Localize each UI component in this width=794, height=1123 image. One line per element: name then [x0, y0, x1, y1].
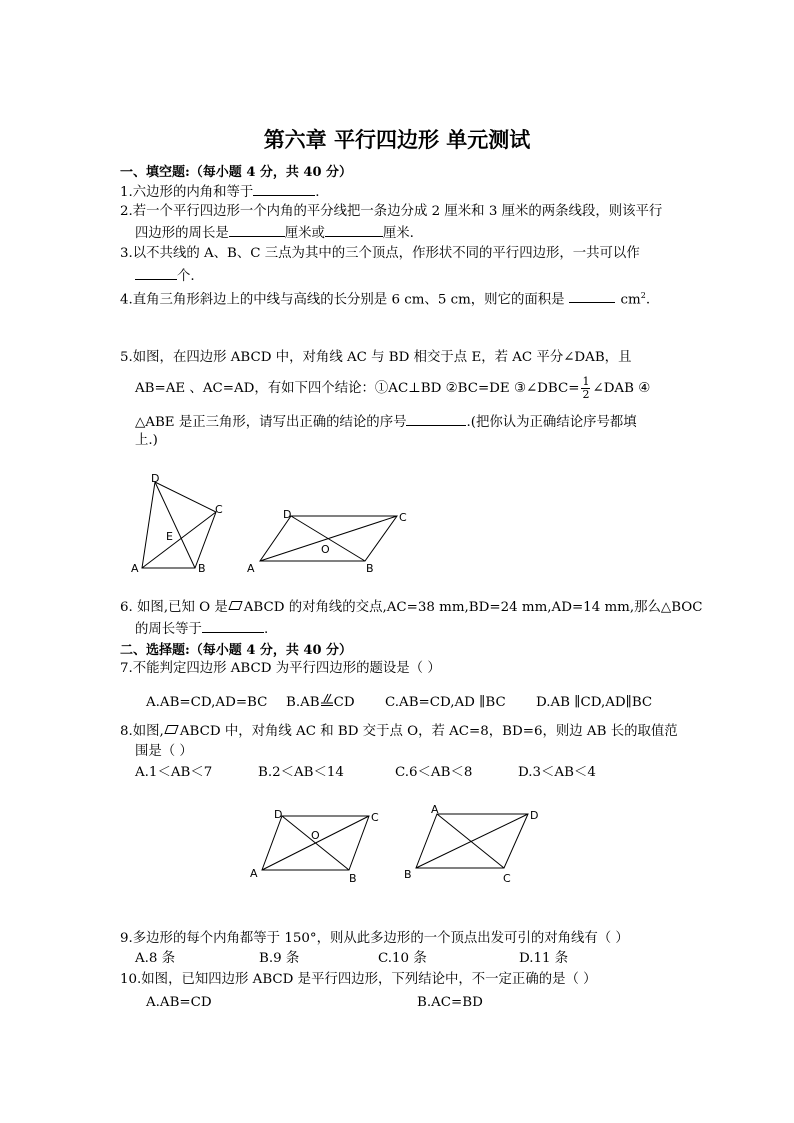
- question-8-line-2: 围是（ ）: [135, 744, 193, 759]
- figure-quadrilateral-abcd: [125, 468, 235, 578]
- question-9-option-d: D.11 条: [519, 951, 569, 966]
- question-2-line-2: [135, 222, 414, 244]
- question-9-option-a: A.8 条: [135, 951, 176, 966]
- answer-blank: [135, 265, 177, 280]
- vertex-label-c: C: [399, 511, 407, 524]
- figure-parallelogram-abcd-q8: [245, 802, 385, 884]
- question-3-line-2: [135, 265, 195, 287]
- question-2-line-1: 2.若一个平行四边形一个内角的平分线把一条边分成 2 厘米和 3 厘米的两条线段，则该平行: [120, 204, 663, 219]
- question-5-text-cont: .(把你认为正确结论序号都填: [466, 415, 637, 430]
- figure-parallelogram-abcd: [243, 502, 413, 578]
- question-8-option-c: C.6＜AB＜8: [395, 765, 473, 780]
- section-fill-in-header: 一、填空题:（每小题 4 分，共 40 分）: [120, 165, 353, 180]
- question-1-end: .: [315, 185, 320, 200]
- question-2-text-mid: 厘米或: [284, 226, 325, 241]
- question-4: [120, 286, 650, 310]
- answer-blank: [253, 181, 315, 196]
- question-9-option-b: B.9 条: [259, 951, 300, 966]
- question-4-unit: cm: [620, 292, 641, 308]
- question-4-unit-superscript: 2: [640, 291, 646, 300]
- parallel-and-equal-icon: [320, 695, 334, 707]
- question-4-text: 4.直角三角形斜边上的中线与高线的长分别是 6 cm、5 cm，则它的面积是: [120, 292, 565, 308]
- question-2-text-end: 厘米.: [382, 226, 414, 241]
- vertex-label-b: B: [198, 562, 206, 575]
- question-10: 10.如图，已知四边形 ABCD 是平行四边形，下列结论中，不一定正确的是（ ）: [120, 972, 597, 987]
- vertex-label-a: A: [431, 803, 439, 816]
- question-1: [120, 181, 320, 203]
- diagonal-ac: [142, 512, 216, 568]
- intersection-label-o: O: [321, 543, 330, 556]
- question-7-option-d: D.AB ∥CD,AD∥BC: [536, 695, 653, 710]
- question-5-line-4: 上.): [135, 433, 158, 448]
- option-b-text-end: CD: [333, 695, 355, 710]
- intersection-label-o: O: [311, 829, 320, 842]
- question-10-option-a: A.AB=CD: [146, 995, 212, 1010]
- question-6-text: 的周长等于: [135, 622, 202, 637]
- question-5-line-3: [135, 411, 637, 433]
- question-7-option-b: [286, 693, 355, 713]
- answer-blank: [569, 288, 615, 303]
- one-half-fraction: [581, 376, 590, 401]
- question-7-option-a: A.AB=CD,AD=BC: [146, 695, 268, 710]
- answer-blank: [229, 222, 285, 237]
- answer-blank: [202, 618, 264, 633]
- question-6-end: .: [263, 622, 269, 637]
- question-8-option-a: A.1＜AB＜7: [135, 765, 213, 780]
- question-5-line-1: 5.如图，在四边形 ABCD 中，对角线 AC 与 BD 相交于点 E，若 AC 平分∠DAB，且: [120, 350, 632, 365]
- figure-parallelogram-adcb: [400, 800, 545, 886]
- question-8-line-1: [120, 722, 678, 742]
- question-6-line-1: [120, 598, 703, 618]
- question-9-option-c: C.10 条: [378, 951, 427, 966]
- question-7-option-c: C.AB=CD,AD ∥BC: [385, 695, 506, 710]
- question-6-text: 6. 如图,已知 O 是: [120, 600, 228, 615]
- question-5-line-2: [135, 376, 650, 401]
- option-b-text: B.AB: [286, 695, 320, 710]
- vertex-label-b: B: [366, 562, 374, 575]
- question-8-text: 8.如图,: [120, 724, 164, 739]
- page-title: 第六章 平行四边形 单元测试: [263, 127, 531, 152]
- diagonal-bd: [416, 814, 528, 868]
- question-5-text-cont: ∠DAB ④: [592, 381, 651, 396]
- question-1-text: 1.六边形的内角和等于: [120, 185, 254, 200]
- parallelogram-symbol-icon: [164, 725, 178, 734]
- diagonal-bd: [282, 816, 349, 870]
- question-6-line-2: [135, 618, 268, 640]
- vertex-label-d: D: [274, 808, 283, 821]
- section-choice-header: 二、选择题:（每小题 4 分，共 40 分）: [120, 643, 353, 658]
- question-3-text-end: 个.: [177, 269, 195, 284]
- question-2-text: 四边形的周长是: [135, 226, 229, 241]
- answer-blank: [325, 222, 383, 237]
- triangle-boc: △BOC: [660, 600, 703, 615]
- fraction-numerator: 1: [582, 375, 590, 388]
- vertex-label-d: D: [283, 508, 292, 521]
- diagonal-bd: [155, 482, 195, 568]
- question-3-line-1: 3.以不共线的 A、B、C 三点为其中的三个顶点，作形状不同的平行四边形，一共可以作: [120, 246, 640, 261]
- vertex-label-c: C: [371, 811, 379, 824]
- vertex-label-a: A: [247, 562, 255, 575]
- question-7: 7.不能判定四边形 ABCD 为平行四边形的题设是（ ）: [120, 661, 441, 676]
- quadrilateral-outline: [142, 482, 216, 568]
- question-8-option-d: D.3＜AB＜4: [518, 765, 596, 780]
- fraction-denominator: 2: [582, 388, 590, 401]
- diagonal-ac: [437, 814, 504, 868]
- question-8-option-b: B.2＜AB＜14: [258, 765, 344, 780]
- vertex-label-c: C: [503, 872, 511, 885]
- vertex-label-d: D: [151, 472, 160, 485]
- vertex-label-b: B: [349, 872, 357, 884]
- vertex-label-a: A: [250, 867, 258, 880]
- question-4-end: .: [645, 292, 651, 308]
- question-5-text: △ABE 是正三角形，请写出正确的结论的序号: [135, 415, 407, 430]
- question-10-option-b: B.AC=BD: [417, 995, 483, 1010]
- parallelogram-symbol-icon: [228, 601, 242, 610]
- intersection-label-e: E: [166, 530, 173, 543]
- answer-blank: [406, 411, 466, 426]
- question-6-text-cont: ABCD 的对角线的交点,AC=38 mm,BD=24 mm,AD=14 mm,那么: [243, 600, 661, 615]
- vertex-label-a: A: [131, 562, 139, 575]
- question-5-text: AB=AE 、AC=AD，有如下四个结论：①AC⊥BD ②BC=DE ③∠DBC=: [135, 381, 580, 396]
- vertex-label-c: C: [215, 503, 223, 516]
- question-8-text-cont: ABCD 中，对角线 AC 和 BD 交于点 O，若 AC=8，BD=6，则边 AB 长的取值范: [179, 724, 678, 739]
- vertex-label-b: B: [404, 868, 412, 881]
- question-9: 9.多边形的每个内角都等于 150°，则从此多边形的一个顶点出发可引的对角线有（ ）: [120, 931, 629, 946]
- vertex-label-d: D: [530, 809, 539, 822]
